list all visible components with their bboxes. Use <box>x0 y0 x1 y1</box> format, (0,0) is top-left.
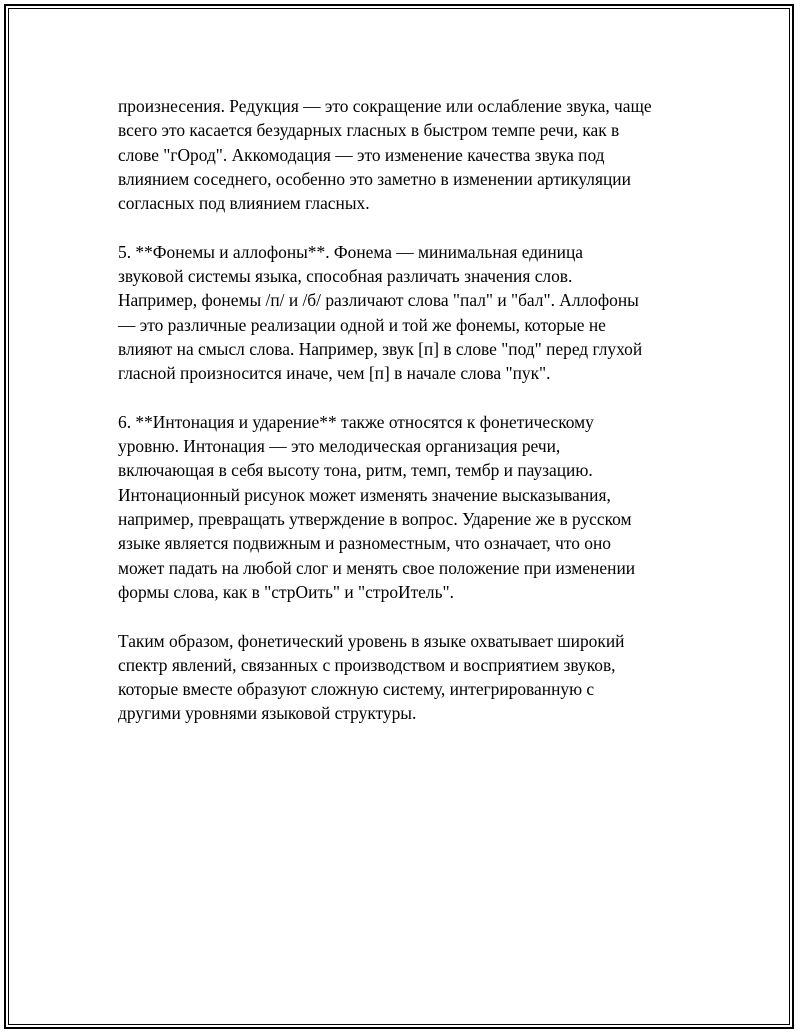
paragraph-conclusion <box>118 629 698 726</box>
text-line: согласных под влиянием гласных. <box>118 193 370 214</box>
text-line: слове "гОрод". Аккомодация — это изменение качества звука под <box>118 144 605 165</box>
text-line: Интонационный рисунок может изменять значение высказывания, <box>118 484 611 505</box>
document-body <box>118 94 698 750</box>
paragraph-phonemes-allophones <box>118 240 698 386</box>
text-line: 6. **Интонация и ударение** также относятся к фонетическому <box>118 411 594 432</box>
text-line: другими уровнями языковой структуры. <box>118 703 417 724</box>
text-line: языке является подвижным и разноместным, что означает, что оно <box>118 533 611 554</box>
text-line: может падать на любой слог и менять свое положение при изменении <box>118 557 636 578</box>
text-line: спектр явлений, связанных с производством и восприятием звуков, <box>118 654 616 675</box>
paragraph-intonation-stress <box>118 410 698 604</box>
text-line: Таким образом, фонетический уровень в языке охватывает широкий <box>118 630 625 651</box>
text-line: влиянием соседнего, особенно это заметно в изменении артикуляции <box>118 168 631 189</box>
text-line: Например, фонемы /п/ и /б/ различают слова "пал" и "бал". Аллофоны <box>118 290 639 311</box>
text-line: 5. **Фонемы и аллофоны**. Фонема — минимальная единица <box>118 241 583 262</box>
text-line: например, превращать утверждение в вопрос. Ударение же в русском <box>118 509 632 530</box>
text-line: формы слова, как в "стрОить" и "строИтель". <box>118 581 454 602</box>
text-line: включающая в себя высоту тона, ритм, темп, тембр и паузацию. <box>118 460 593 481</box>
text-line: гласной произносится иначе, чем [п] в начале слова "пук". <box>118 363 551 384</box>
text-line: произнесения. Редукция — это сокращение или ослабление звука, чаще <box>118 96 652 116</box>
text-line: всего это касается безударных гласных в быстром темпе речи, как в <box>118 120 620 141</box>
text-line: — это различные реализации одной и той же фонемы, которые не <box>118 314 606 335</box>
text-line: которые вместе образуют сложную систему, интегрированную с <box>118 679 595 700</box>
paragraph-reduction-accommodation <box>118 94 698 215</box>
text-line: звуковой системы языка, способная различать значения слов. <box>118 266 573 287</box>
text-line: уровню. Интонация — это мелодическая организация речи, <box>118 436 561 457</box>
text-line: влияют на смысл слова. Например, звук [п] в слове "под" перед глухой <box>118 338 643 359</box>
